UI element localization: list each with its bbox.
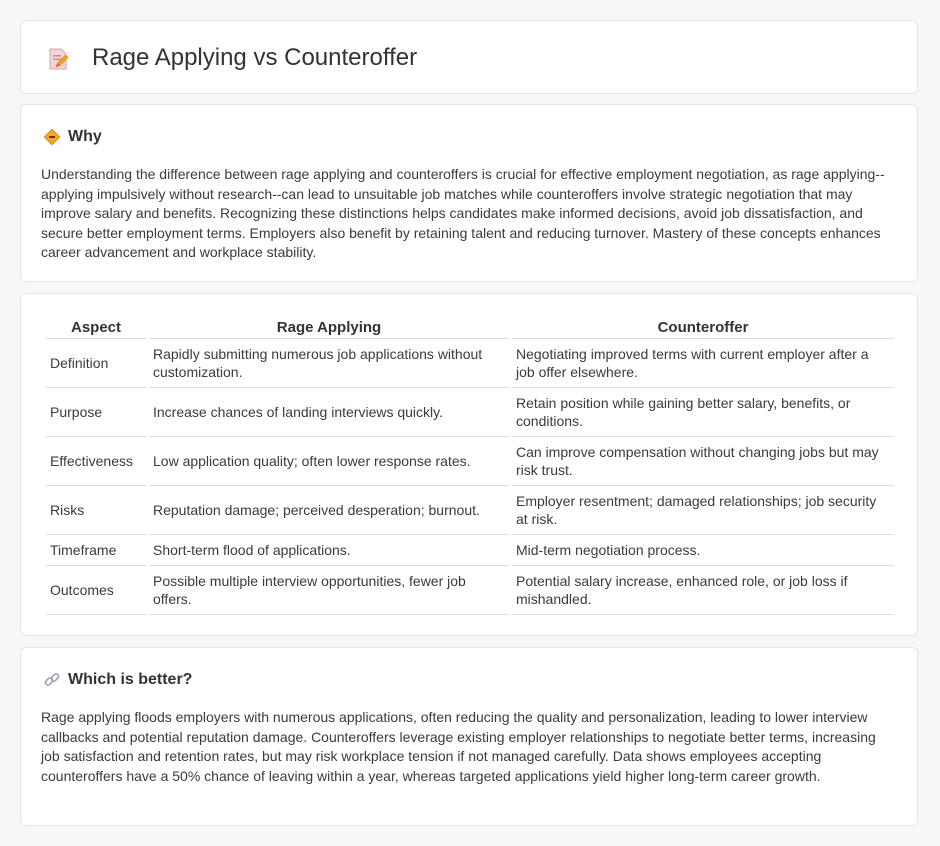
table-row bbox=[46, 535, 894, 566]
row-rage-applying: Increase chances of landing interviews quickly. bbox=[149, 388, 509, 437]
title-card bbox=[20, 20, 918, 94]
row-rage-applying: Short-term flood of applications. bbox=[149, 535, 509, 566]
table-row bbox=[46, 388, 894, 437]
why-header bbox=[43, 127, 102, 147]
which-is-better-section bbox=[20, 647, 918, 826]
row-counteroffer: Mid-term negotiation process. bbox=[512, 535, 894, 566]
table-row bbox=[46, 486, 894, 535]
row-counteroffer: Can improve compensation without changing jobs but may risk trust. bbox=[512, 437, 894, 486]
row-counteroffer: Retain position while gaining better salary, benefits, or conditions. bbox=[512, 388, 894, 437]
header-aspect: Aspect bbox=[46, 316, 146, 339]
why-title: Why bbox=[68, 128, 102, 145]
row-aspect: Purpose bbox=[46, 388, 146, 437]
row-counteroffer: Potential salary increase, enhanced role, or job loss if mishandled. bbox=[512, 566, 894, 615]
header-rage-applying: Rage Applying bbox=[149, 316, 509, 339]
row-counteroffer: Employer resentment; damaged relationships; job security at risk. bbox=[512, 486, 894, 535]
row-aspect: Timeframe bbox=[46, 535, 146, 566]
better-text: Rage applying floods employers with numerous applications, often reducing the quality and personalization, leading to lower interview callbacks and potential reputation damage. Counteroffers leverage existing employer relationships to negotiate better terms, increasing job satisfaction and retention rates, but may risk workplace tension if not managed carefully. Data shows employees accepting counteroffers have a 50% chance of leaving within a year, whereas targeted applications yield higher long-term career growth. bbox=[41, 709, 876, 784]
why-text: Understanding the difference between rage applying and counteroffers is crucial for effective employment negotiation, as rage applying--applying impulsively without research--can lead to unsuitable job matches while counteroffers involve strategic negotiation that may improve salary and benefits. Recognizing these distinctions helps candidates make informed decisions, avoid job dissatisfaction, and secure better employment terms. Employers also benefit by retaining talent and reducing turnover. Mastery of these concepts enhances career advancement and workplace stability. bbox=[41, 166, 885, 260]
row-aspect: Outcomes bbox=[46, 566, 146, 615]
comparison-table bbox=[43, 316, 897, 615]
row-rage-applying: Possible multiple interview opportunities, fewer job offers. bbox=[149, 566, 509, 615]
better-header bbox=[43, 670, 192, 690]
document-pencil-icon bbox=[47, 47, 69, 71]
better-title: Which is better? bbox=[68, 671, 193, 688]
why-section bbox=[20, 104, 918, 282]
table-row bbox=[46, 437, 894, 486]
row-aspect: Effectiveness bbox=[46, 437, 146, 486]
page-title: Rage Applying vs Counteroffer bbox=[92, 44, 418, 71]
row-aspect: Definition bbox=[46, 339, 146, 388]
diamond-sign-icon bbox=[43, 128, 61, 146]
row-rage-applying: Low application quality; often lower response rates. bbox=[149, 437, 509, 486]
table-header-row bbox=[46, 316, 894, 339]
row-rage-applying: Rapidly submitting numerous job applications without customization. bbox=[149, 339, 509, 388]
row-counteroffer: Negotiating improved terms with current employer after a job offer elsewhere. bbox=[512, 339, 894, 388]
row-aspect: Risks bbox=[46, 486, 146, 535]
table-row bbox=[46, 566, 894, 615]
row-rage-applying: Reputation damage; perceived desperation; burnout. bbox=[149, 486, 509, 535]
header-counteroffer: Counteroffer bbox=[512, 316, 894, 339]
link-icon bbox=[43, 671, 61, 689]
comparison-table-card bbox=[20, 293, 918, 636]
table-row bbox=[46, 339, 894, 388]
